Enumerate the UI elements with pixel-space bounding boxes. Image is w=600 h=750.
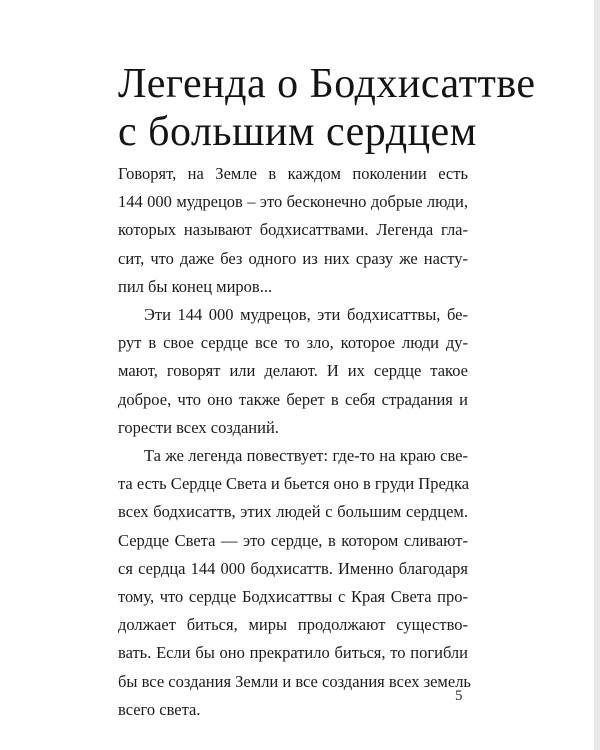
text-line: пил бы конец миров... (118, 276, 273, 296)
text-line: Говорят, на Земле в каждом поколении есть (118, 164, 468, 183)
text-line: Та же легенда повествует: где-то на краю све- (144, 446, 468, 466)
chapter-title-line: Легенда о Бодхисаттве (118, 61, 536, 107)
chapter-title (118, 60, 558, 156)
text-line: которых называют бодхисаттвами. Легенда гла- (118, 220, 468, 240)
paragraph-1 (118, 160, 468, 301)
text-line: всего света. (118, 699, 201, 719)
page-number: 5 (455, 688, 463, 704)
text-line: ся сердца 144 000 бодхисаттв. Именно благодаря (118, 558, 468, 578)
text-line: мают, говорят или делают. И их сердце такое (118, 361, 468, 381)
page-edge-shadow (594, 0, 600, 750)
text-line: доброе, что оно также берет в себя страдания и (118, 389, 468, 409)
text-line: тому, что сердце Бодхисаттвы с Края Света про- (118, 587, 468, 607)
text-line: вать. Если бы оно прекратило биться, то погибли (118, 643, 468, 663)
paragraph-2 (118, 301, 468, 442)
text-line: Эти 144 000 мудрецов, эти бодхисаттвы, бе- (144, 305, 468, 325)
text-line: должает биться, миры продолжают существо- (118, 615, 468, 635)
text-line: та есть Сердце Света и бьется оно в груди Предка (118, 474, 470, 494)
text-line: 144 000 мудрецов – это бесконечно добрые люди, (118, 192, 468, 212)
text-line: Сердце Света — это сердце, в котором сливают- (118, 530, 468, 550)
text-line: рут в свое сердце все то зло, которое люди ду- (118, 333, 468, 353)
chapter-title-line: с большим сердцем (118, 109, 477, 155)
text-line: бы все создания Земли и все создания всех земель (118, 671, 471, 691)
text-line: сит, что даже без одного из них сразу же насту- (118, 248, 468, 268)
text-line: всех бодхисаттв, этих людей с большим сердцем. (118, 502, 468, 522)
paragraph-3 (118, 442, 471, 724)
text-line: горести всех созданий. (118, 417, 279, 437)
body-text (118, 160, 471, 724)
